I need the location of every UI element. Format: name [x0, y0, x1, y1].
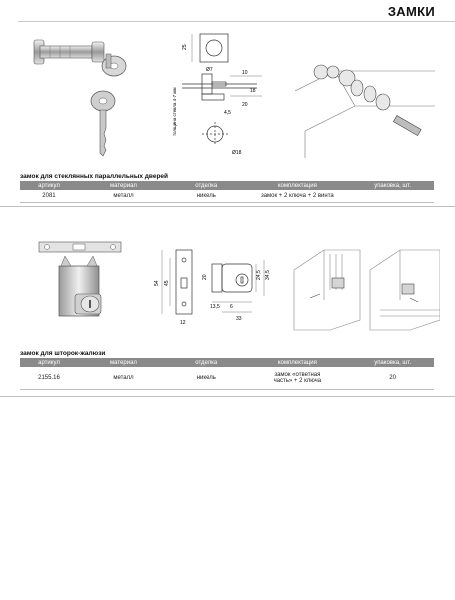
dim-6: 6: [230, 304, 233, 310]
col-contents: комплектация: [244, 181, 352, 190]
cell-material: металл: [78, 190, 169, 202]
glass-door-lock-photo: [20, 28, 150, 163]
table-row: [20, 190, 434, 202]
cell-material: металл: [78, 367, 169, 389]
glass-door-lock-installation: [295, 36, 435, 158]
roller-shutter-lock-drawing: [148, 240, 273, 330]
dim-13-5: 13,5: [210, 304, 220, 310]
col-finish: отделка: [169, 358, 244, 367]
dim-18: 18: [250, 88, 256, 94]
dim-33: 33: [236, 316, 242, 322]
dim-45: 45: [164, 280, 170, 286]
page-title: ЗАМКИ: [387, 4, 435, 19]
cell-finish: никель: [169, 367, 244, 389]
cell-package: [351, 190, 434, 202]
table-header-row: [20, 358, 434, 367]
col-package: упаковка, шт.: [351, 181, 434, 190]
section-divider: [0, 396, 455, 397]
cell-article: 2155.16: [20, 367, 78, 389]
table-row: [20, 367, 434, 389]
dim-20: 20: [242, 102, 248, 108]
col-material: материал: [78, 181, 169, 190]
dim-24-5: 24,5: [256, 270, 262, 280]
col-package: упаковка, шт.: [351, 358, 434, 367]
spec-table-glass-lock: [20, 181, 434, 203]
section-divider: [0, 206, 455, 207]
glass-door-lock-drawing: [162, 26, 272, 163]
cell-article: 2081: [20, 190, 78, 202]
dim-4-5: 4,5: [224, 110, 231, 116]
roller-shutter-lock-installation: [290, 240, 440, 332]
cell-package: 20: [351, 367, 434, 389]
dim-25: 25: [182, 44, 188, 50]
dim-12: 12: [180, 320, 186, 326]
dim-10: 10: [242, 70, 248, 76]
col-material: материал: [78, 358, 169, 367]
col-finish: отделка: [169, 181, 244, 190]
roller-shutter-lock-photo: [35, 236, 125, 346]
dim-54: 54: [154, 280, 160, 286]
table-header-row: [20, 181, 434, 190]
dim-d18: Ø18: [232, 150, 242, 156]
cell-contents: замок «ответная часть» + 2 ключа: [244, 367, 352, 389]
dim-34-5: 34,5: [265, 270, 271, 280]
dim-20: 20: [202, 274, 208, 280]
col-contents: комплектация: [244, 358, 352, 367]
col-article: артикул: [20, 181, 78, 190]
cell-contents: замок + 2 ключа + 2 винта: [244, 190, 352, 202]
header-rule: [18, 21, 455, 22]
section-title-shutter-lock: замок для шторок-жалюзи: [20, 350, 106, 357]
page-header: [0, 0, 455, 22]
dim-d7: Ø7: [206, 67, 213, 73]
section-title-glass-lock: замок для стеклянных параллельных дверей: [20, 173, 169, 180]
spec-table-shutter-lock: [20, 358, 434, 390]
dim-glass: толщина стекла 4-7 мм: [172, 87, 177, 136]
col-article: артикул: [20, 358, 78, 367]
cell-finish: никель: [169, 190, 244, 202]
